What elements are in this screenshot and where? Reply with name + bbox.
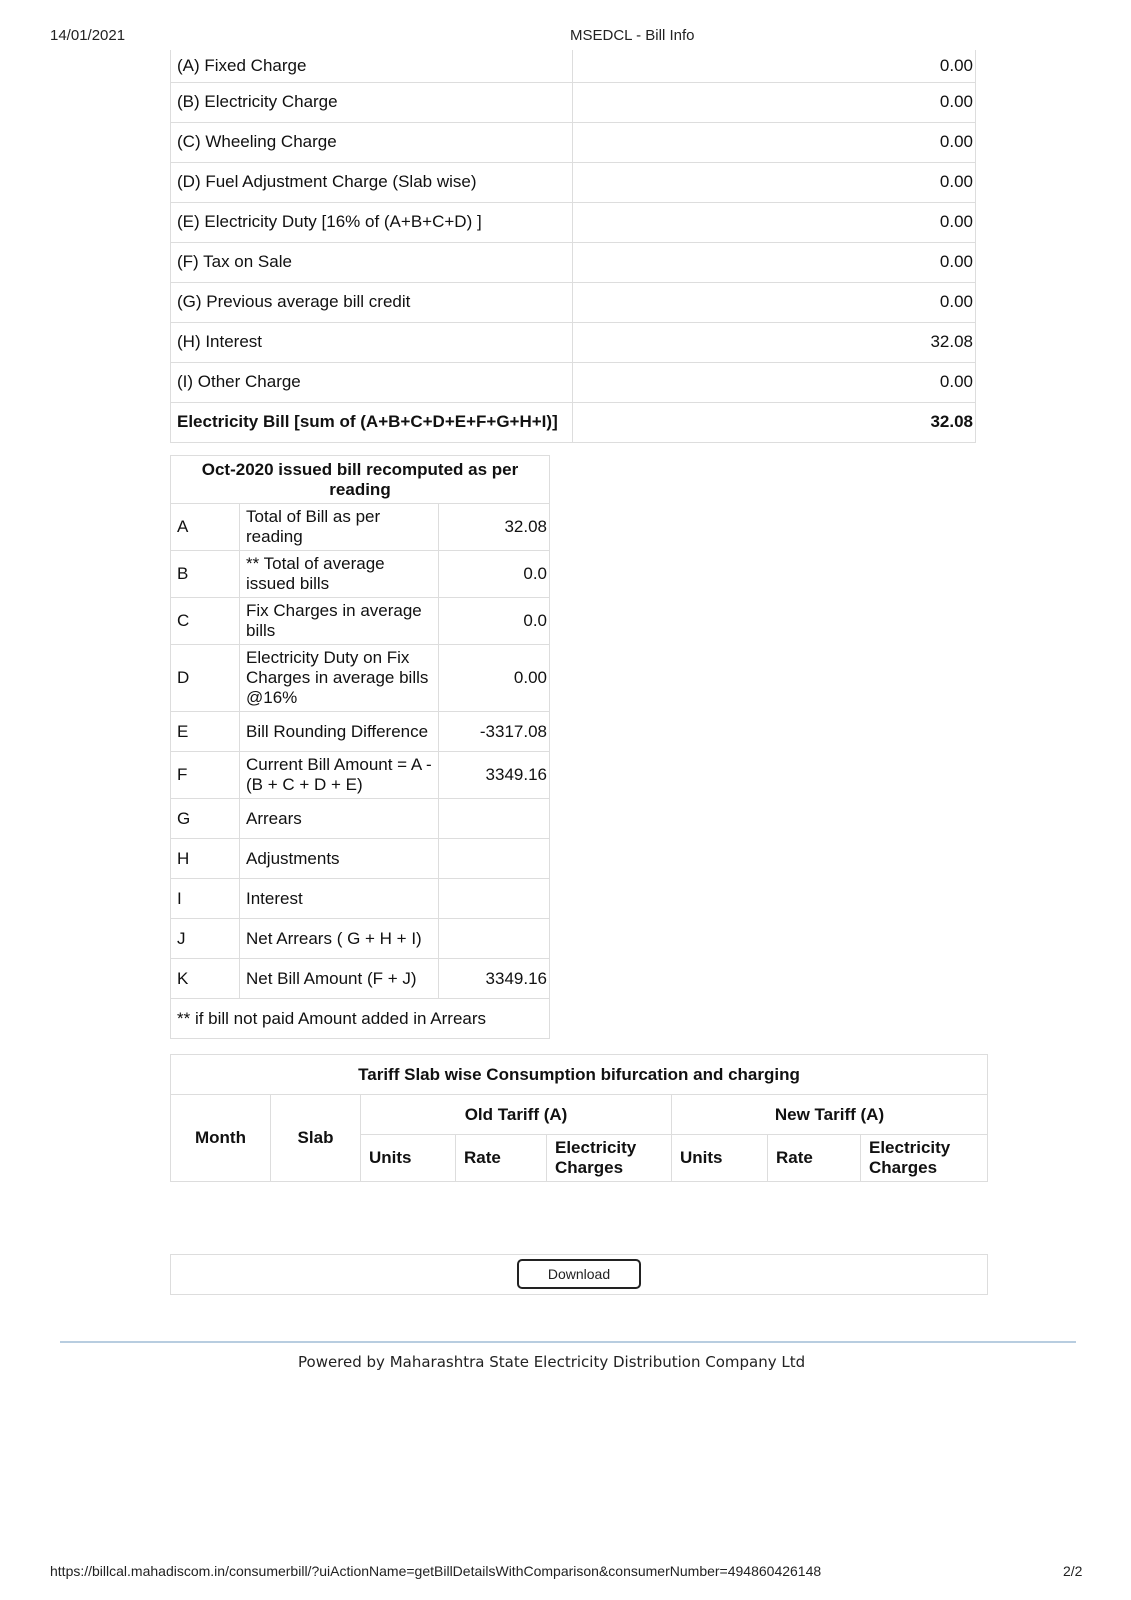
old-units-header: Units [361, 1135, 456, 1182]
new-tariff-header: New Tariff (A) [672, 1095, 988, 1135]
row-letter: J [171, 919, 240, 959]
row-description: ** Total of average issued bills [240, 551, 439, 598]
table-row [171, 839, 550, 879]
tariff-table [170, 1054, 988, 1182]
table-row [171, 598, 550, 645]
old-rate-header: Rate [456, 1135, 547, 1182]
powered-by-text: Powered by Maharashtra State Electricity Distribution Company Ltd [298, 1353, 806, 1371]
table-row [171, 122, 976, 162]
row-letter: A [171, 504, 240, 551]
charges-table [170, 50, 976, 443]
recompute-table [170, 455, 550, 1039]
row-letter: G [171, 799, 240, 839]
new-charges-header: Electricity Charges [861, 1135, 988, 1182]
row-description: Arrears [240, 799, 439, 839]
row-amount: -3317.08 [439, 712, 550, 752]
table-row [171, 879, 550, 919]
row-letter: F [171, 752, 240, 799]
table-row [171, 282, 976, 322]
charge-value: 0.00 [573, 82, 976, 122]
row-amount [439, 799, 550, 839]
charge-label: (H) Interest [171, 322, 573, 362]
row-letter: D [171, 645, 240, 712]
row-amount [439, 879, 550, 919]
table-row [171, 645, 550, 712]
table-row [171, 50, 976, 82]
row-description: Adjustments [240, 839, 439, 879]
total-label: Electricity Bill [sum of (A+B+C+D+E+F+G+H+I)] [171, 402, 573, 442]
charge-label: (F) Tax on Sale [171, 242, 573, 282]
table-row [171, 82, 976, 122]
row-amount: 32.08 [439, 504, 550, 551]
row-letter: I [171, 879, 240, 919]
table-row [171, 202, 976, 242]
charge-label: (B) Electricity Charge [171, 82, 573, 122]
old-charges-header: Electricity Charges [547, 1135, 672, 1182]
row-letter: H [171, 839, 240, 879]
charge-label: (A) Fixed Charge [171, 50, 573, 82]
charge-value: 0.00 [573, 202, 976, 242]
row-description: Total of Bill as per reading [240, 504, 439, 551]
print-date: 14/01/2021 [50, 27, 126, 44]
charge-label: (G) Previous average bill credit [171, 282, 573, 322]
new-rate-header: Rate [768, 1135, 861, 1182]
month-header: Month [171, 1095, 271, 1182]
download-button[interactable]: Download [517, 1259, 641, 1289]
download-container [170, 1254, 988, 1295]
row-description: Fix Charges in average bills [240, 598, 439, 645]
row-letter: E [171, 712, 240, 752]
charge-value: 0.00 [573, 282, 976, 322]
table-row [171, 504, 550, 551]
charge-label: (C) Wheeling Charge [171, 122, 573, 162]
charge-value: 0.00 [573, 362, 976, 402]
table-row [171, 242, 976, 282]
new-units-header: Units [672, 1135, 768, 1182]
table-row [171, 999, 550, 1039]
table-row [171, 752, 550, 799]
row-description: Net Bill Amount (F + J) [240, 959, 439, 999]
charge-value: 0.00 [573, 50, 976, 82]
row-amount: 0.00 [439, 645, 550, 712]
row-amount: 0.0 [439, 551, 550, 598]
old-tariff-header: Old Tariff (A) [361, 1095, 672, 1135]
table-row [171, 162, 976, 202]
charge-label: (D) Fuel Adjustment Charge (Slab wise) [171, 162, 573, 202]
table-row [171, 322, 976, 362]
charge-value: 0.00 [573, 242, 976, 282]
table-row [171, 959, 550, 999]
charge-value: 32.08 [573, 322, 976, 362]
row-description: Electricity Duty on Fix Charges in average bills @16% [240, 645, 439, 712]
charge-label: (E) Electricity Duty [16% of (A+B+C+D) ] [171, 202, 573, 242]
page-url: https://billcal.mahadiscom.in/consumerbill/?uiActionName=getBillDetailsWithComparison&consumerNumber=494860426148 [50, 1563, 822, 1579]
table-row [171, 799, 550, 839]
row-letter: B [171, 551, 240, 598]
row-letter: K [171, 959, 240, 999]
row-amount [439, 919, 550, 959]
row-amount: 3349.16 [439, 959, 550, 999]
row-amount [439, 839, 550, 879]
table-row [171, 362, 976, 402]
table-row [171, 551, 550, 598]
table-row [171, 919, 550, 959]
charge-value: 0.00 [573, 122, 976, 162]
charge-label: (I) Other Charge [171, 362, 573, 402]
row-description: Current Bill Amount = A - (B + C + D + E) [240, 752, 439, 799]
charge-value: 0.00 [573, 162, 976, 202]
arrears-note: ** if bill not paid Amount added in Arrears [171, 999, 550, 1039]
row-letter: C [171, 598, 240, 645]
total-row [171, 402, 976, 442]
slab-header: Slab [271, 1095, 361, 1182]
print-header [0, 27, 1131, 47]
table-row [171, 712, 550, 752]
print-page-title: MSEDCL - Bill Info [570, 27, 695, 44]
row-amount: 0.0 [439, 598, 550, 645]
row-amount: 3349.16 [439, 752, 550, 799]
row-description: Net Arrears ( G + H + I) [240, 919, 439, 959]
recompute-title: Oct-2020 issued bill recomputed as per reading [171, 456, 550, 504]
tariff-title: Tariff Slab wise Consumption bifurcation and charging [171, 1055, 988, 1095]
row-description: Bill Rounding Difference [240, 712, 439, 752]
page-number: 2/2 [1063, 1563, 1083, 1579]
row-description: Interest [240, 879, 439, 919]
total-value: 32.08 [573, 402, 976, 442]
footer-divider [60, 1341, 1076, 1343]
